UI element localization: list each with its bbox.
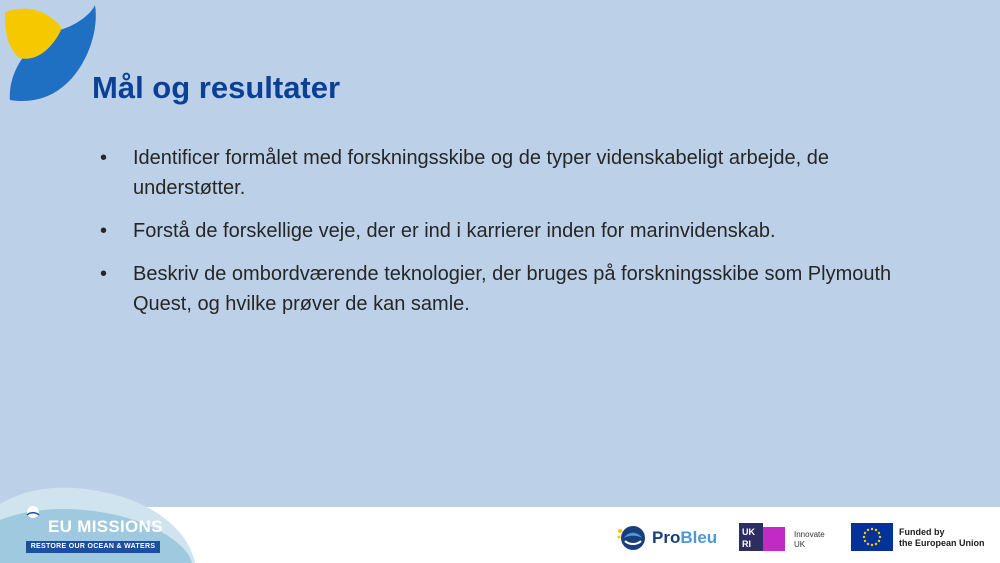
bullet-marker: • xyxy=(100,220,108,242)
innovate-uk-label xyxy=(794,530,825,550)
list-item xyxy=(100,216,900,246)
svg-text:UK: UK xyxy=(742,527,755,537)
probleu-emblem-icon xyxy=(616,523,648,553)
bullet-marker: • xyxy=(100,263,108,285)
bullet-list xyxy=(100,143,900,332)
bullet-marker: • xyxy=(100,147,108,169)
probleu-logo xyxy=(616,523,717,553)
bullet-text: Beskriv de ombordværende teknologier, der bruges på forskningsskibe som Plymouth Quest, og hvilke prøver de kan samle. xyxy=(133,263,892,315)
bullet-text: Forstå de forskellige veje, der er ind i karrierer inden for marinvidenskab. xyxy=(133,220,776,242)
ukri-logo-icon xyxy=(739,523,785,551)
eu-missions-title: EU MISSIONS xyxy=(48,517,163,536)
eu-funding-line1: Funded by xyxy=(899,527,945,537)
innovate-uk-line1: Innovate xyxy=(794,530,825,539)
page-title: Mål og resultater xyxy=(92,70,341,105)
eu-flag-icon xyxy=(851,523,893,551)
bullet-text: Identificer formålet med forskningsskibe og de typer videnskabeligt arbejde, de understøtter. xyxy=(133,147,829,199)
list-item xyxy=(100,143,900,203)
svg-text:RI: RI xyxy=(742,539,751,549)
eu-funding-line2: the European Union xyxy=(899,538,985,548)
innovate-uk-line2: UK xyxy=(794,540,806,549)
probleu-wordmark xyxy=(652,528,717,548)
probleu-wordmark-pro: Pro xyxy=(652,528,681,547)
eu-missions-subtitle: RESTORE OUR OCEAN & WATERS xyxy=(26,541,160,553)
eu-funding-label xyxy=(899,527,985,549)
probleu-wordmark-bleu: Bleu xyxy=(680,528,718,547)
list-item xyxy=(100,259,900,319)
